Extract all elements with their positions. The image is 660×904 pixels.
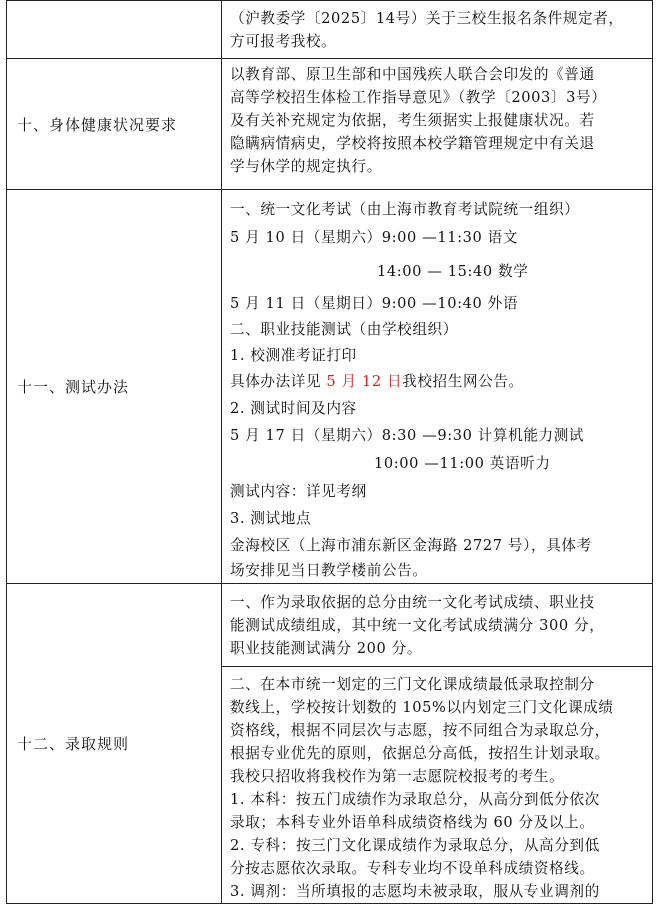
text-line: 测试内容：详见考纲 bbox=[230, 483, 367, 500]
admission-table bbox=[6, 0, 653, 904]
text-line: 能测试成绩组成，其中统一文化考试成绩满分 300 分， bbox=[230, 617, 605, 634]
text-line: 数线上，学校按计划数的 105%以内划定三门文化课成绩 bbox=[230, 699, 614, 716]
schedule-line: 5 月 11 日（星期日）9:00 —10:40 外语 bbox=[230, 295, 519, 312]
row-content bbox=[222, 584, 653, 904]
text-line: 2. 测试时间及内容 bbox=[230, 400, 357, 417]
row-content bbox=[222, 59, 653, 190]
text-line: 录取；本科专业外语单科成绩资格线为 60 分及以上。 bbox=[230, 814, 595, 831]
schedule-line: 5 月 10 日（星期六）9:00 —11:30 语文 bbox=[230, 229, 519, 246]
text-line: 分按志愿依次录取。专科专业均不设单科成绩资格线。 bbox=[230, 860, 595, 877]
text-line: 学与休学的规定执行。 bbox=[230, 158, 382, 175]
table-row bbox=[7, 59, 653, 190]
row-label-cell bbox=[7, 584, 222, 904]
text-line: 高等学校招生体检工作指导意见》（教学〔2003〕3号） bbox=[230, 89, 607, 106]
text-line: 职业技能测试满分 200 分。 bbox=[230, 640, 423, 657]
schedule-line: 14:00 — 15:40 数学 bbox=[377, 263, 529, 280]
text-line: 资格线，根据不同层次与志愿，按不同组合为录取总分， bbox=[230, 722, 610, 739]
text-line: 一、作为录取依据的总分由统一文化考试成绩、职业技 bbox=[230, 594, 595, 611]
row-label-empty bbox=[7, 1, 222, 59]
table-row bbox=[7, 584, 653, 904]
paragraph-divider bbox=[222, 666, 652, 667]
text-line: 3. 测试地点 bbox=[230, 510, 312, 527]
text-fragment: 具体办法详见 bbox=[230, 373, 327, 390]
text-line: 以教育部、原卫生部和中国残疾人联合会印发的《普通 bbox=[230, 66, 595, 83]
row-content bbox=[222, 1, 653, 59]
text-line: 金海校区（上海市浦东新区金海路 2727 号），具体考 bbox=[230, 537, 592, 554]
text-line: 1. 校测准考证打印 bbox=[230, 347, 357, 364]
text-line: （沪教委学〔2025〕14号）关于三校生报名条件规定者， bbox=[230, 10, 624, 27]
row-label-cell bbox=[7, 59, 222, 190]
text-line bbox=[222, 369, 652, 395]
text-line: 场安排见当日教学楼前公告。 bbox=[230, 562, 428, 579]
text-line: 一、统一文化考试（由上海市教育考试院统一组织） bbox=[230, 201, 580, 218]
table-row bbox=[7, 190, 653, 584]
text-line: 我校只招收将我校作为第一志愿院校报考的考生。 bbox=[230, 768, 565, 785]
text-line: 二、在本市统一划定的三门文化课成绩最低录取控制分 bbox=[230, 676, 595, 693]
row-content bbox=[222, 190, 653, 584]
text-line: 1. 本科：按五门成绩作为录取总分，从高分到低分依次 bbox=[230, 791, 600, 808]
table-row bbox=[7, 1, 653, 59]
text-line: 方可报考我校。 bbox=[230, 33, 337, 50]
schedule-line: 5 月 17 日（星期六）8:30 —9:30 计算机能力测试 bbox=[230, 427, 585, 444]
text-line: 2. 专科：按三门文化课成绩作为录取总分，从高分到低 bbox=[230, 837, 600, 854]
text-line: 根据专业优先的原则，依据总分高低，按招生计划录取。 bbox=[230, 745, 610, 762]
row-label: 十、身体健康状况要求 bbox=[17, 115, 178, 134]
row-label-cell bbox=[7, 190, 222, 584]
highlighted-date: 5 月 12 日 bbox=[326, 373, 403, 390]
row-label: 十二、录取规则 bbox=[17, 735, 130, 753]
text-fragment: 我校招生网公告。 bbox=[402, 373, 524, 390]
text-line: 3. 调剂：当所填报的志愿均未被录取，服从专业调剂的 bbox=[230, 883, 600, 900]
row-label: 十一、测试办法 bbox=[17, 378, 130, 396]
text-line: 隐瞒病情病史，学校将按照本校学籍管理规定中有关退 bbox=[230, 135, 595, 152]
text-line: 二、职业技能测试（由学校组织） bbox=[230, 321, 458, 338]
schedule-line: 10:00 —11:00 英语听力 bbox=[374, 455, 551, 472]
text-line: 及有关补充规定为依据，考生须据实上报健康状况。若 bbox=[230, 112, 595, 129]
